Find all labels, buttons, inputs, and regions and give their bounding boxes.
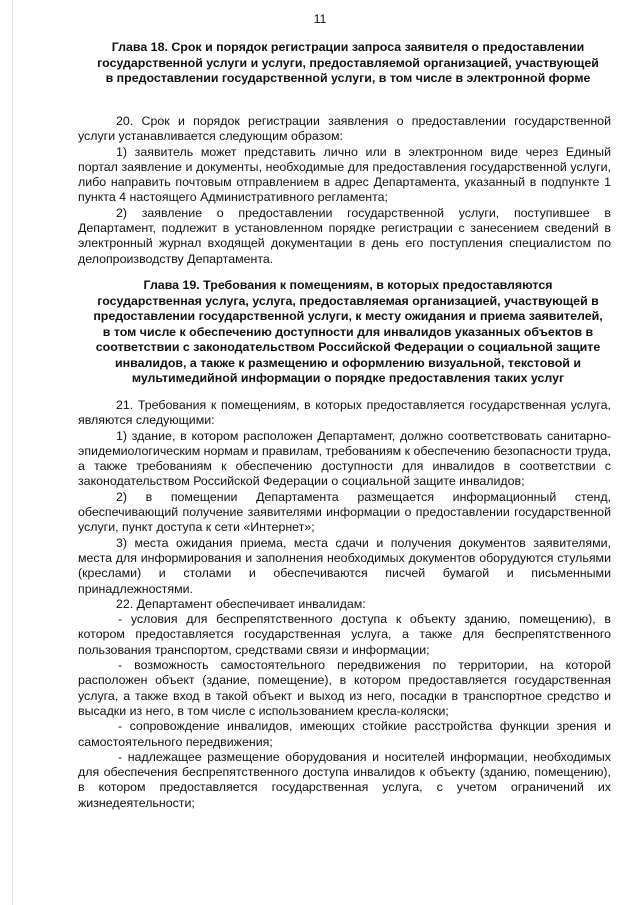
paragraph-20-item-2: 2) заявление о предоставлении государственной услуги, поступившее в Департамент, подлежит в установленном порядке регистрации с занесением сведений в электронный журнал входящей документации в день его поступления специалистом по делопроизводству Департамента. — [78, 205, 611, 266]
chapter-18-heading-line: в предоставлении государственной услуги, в том числе в электронной форме — [105, 71, 591, 85]
paragraph-22-item-a: - условия для беспрепятственного доступа к объекту зданию, помещению), в котором предоставляется государственная услуга, а также для беспрепятственного пользования транспортом, средствами связи и информации; — [78, 612, 611, 657]
chapter-19-heading — [78, 278, 618, 387]
chapter-19-body — [78, 398, 611, 811]
paragraph-22: 22. Департамент обеспечивает инвалидам: — [116, 596, 366, 611]
chapter-19-heading-line: государственная услуга, услуга, предоставляемая организацией, участвующей в — [97, 293, 599, 308]
chapter-18-body — [78, 114, 611, 267]
chapter-19-heading-line: в том числе к обеспечению доступности для инвалидов указанных объектов в — [102, 324, 594, 339]
paragraph-22-item-c: - сопровождение инвалидов, имеющих стойкие расстройства функции зрения и самостоятельного передвижения; — [78, 719, 611, 749]
chapter-19-heading-line: Глава 19. Требования к помещениям, в которых предоставляются — [143, 278, 553, 292]
paragraph-21-item-2: 2) в помещении Департамента размещается информационный стенд, обеспечивающий получение заявителями информации о предоставлении государственной услуги, пункт доступа к сети «Интернет»; — [78, 489, 611, 535]
chapter-18-heading-line: Глава 18. Срок и порядок регистрации запроса заявителя о предоставлении — [111, 40, 585, 54]
page-edge-shadow — [12, 0, 13, 905]
paragraph-22-item-d: - надлежащее размещение оборудования и носителей информации, необходимых для обеспечения беспрепятственного доступа инвалидов к объекту (зданию, помещению), в котором предоставляется государственная услуга, с учетом ограничений их жизнедеятельности; — [78, 749, 611, 810]
paragraph-20: 20. Срок и порядок регистрации заявления о предоставлении государственной услуги устанавливается следующим образом: — [78, 114, 611, 144]
paragraph-22-item-b: - возможность самостоятельного передвижения по территории, на которой расположен объект (здание, помещение), в котором предоставляется государственная услуга, а также вход в такой объект и выход из него, посадки в транспортное средство и высадки из него, в том числе с использованием кресла-коляски; — [78, 658, 611, 718]
chapter-19-heading-line: инвалидов, а также к размещению и оформлению визуальной, текстовой и — [115, 355, 581, 370]
paragraph-21: 21. Требования к помещениям, в которых предоставляется государственная услуга, являются следующими: — [78, 398, 611, 428]
chapter-19-heading-line: мультимедийной информации о порядке предоставления таких услуг — [131, 371, 565, 385]
page-number: 11 — [313, 12, 327, 26]
chapter-18-heading — [78, 40, 618, 87]
paragraph-21-item-1: 1) здание, в котором расположен Департамент, должно соответствовать санитарно-эпидемиологическим нормам и правилам, требованиям к обеспечению безопасности труда, а также требованиям к обеспечению доступности для инвалидов в соответствии с законодательством Российской Федерации о социальной защите инвалидов; — [78, 428, 612, 489]
paragraph-20-item-1: 1) заявитель может представить лично или в электронном виде через Единый портал заявление и документы, необходимые для предоставления государственной услуги, либо направить почтовым отправлением в адрес Департамента, указанный в подпункте 1 пункта 4 настоящего Административного регламента; — [78, 144, 611, 205]
chapter-18-heading-line: государственной услуги и услуги, предоставляемой организацией, участвующей — [97, 55, 599, 70]
chapter-19-heading-line: соответствии с законодательством Российской Федерации о социальной защите — [95, 340, 601, 354]
paragraph-21-item-3: 3) места ожидания приема, места сдачи и получения документов заявителями, места для информирования и заполнения необходимых документов оборудуются стульями (креслами) и столами и обеспечиваются писчей бумагой и письменными принадлежностями. — [78, 535, 611, 596]
chapter-19-heading-line: предоставлении государственной услуги, к месту ожидания и приема заявителей, — [93, 309, 603, 323]
